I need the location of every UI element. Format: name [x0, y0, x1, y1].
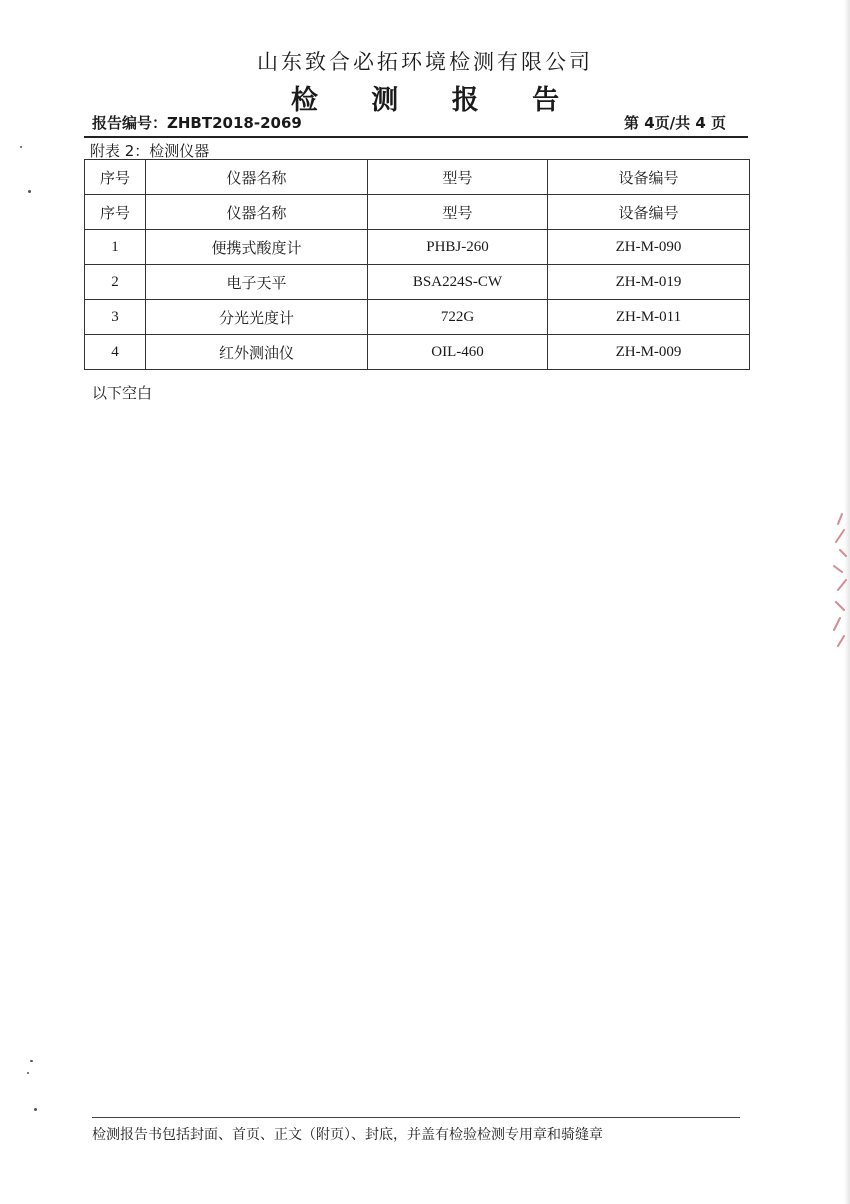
header-divider	[84, 136, 748, 138]
header-cell-model: 型号	[368, 160, 548, 195]
table-row	[85, 335, 750, 370]
header-cell-device-no: 设备编号	[548, 160, 750, 195]
scan-speck	[27, 1072, 29, 1074]
footer-note: 检测报告书包括封面、首页、正文（附页）、封底，并盖有检验检测专用章和骑缝章	[92, 1127, 603, 1143]
cell-device-no: ZH-M-090	[548, 230, 750, 265]
cell-model: 722G	[368, 300, 548, 335]
scan-speck	[20, 146, 22, 148]
blank-below-note: 以下空白	[92, 384, 153, 402]
scan-speck	[28, 190, 31, 193]
report-meta	[92, 112, 726, 134]
header-cell-name: 仪器名称	[146, 160, 368, 195]
table-row	[85, 300, 750, 335]
cell-name: 红外测油仪	[146, 335, 368, 370]
cell-model: PHBJ-260	[368, 230, 548, 265]
table-header-row-repeat	[85, 195, 750, 230]
instrument-table	[84, 159, 750, 370]
report-title: 检 测 报 告	[290, 85, 582, 116]
cell-index: 2	[85, 265, 146, 300]
cell-model: OIL-460	[368, 335, 548, 370]
table-row	[85, 230, 750, 265]
cell-index: 1	[85, 230, 146, 265]
page-indicator: 第 4页/共 4 页	[623, 114, 726, 132]
cell-model: BSA224S-CW	[368, 265, 548, 300]
header-cell-device-no: 设备编号	[548, 195, 750, 230]
footer-divider	[92, 1117, 740, 1118]
scan-speck	[34, 1108, 37, 1111]
cell-device-no: ZH-M-011	[548, 300, 750, 335]
cell-name: 分光光度计	[146, 300, 368, 335]
cell-index: 4	[85, 335, 146, 370]
cell-index: 3	[85, 300, 146, 335]
seal-fragment-icon	[828, 510, 848, 650]
appendix-title: 附表 2：检测仪器	[90, 142, 210, 160]
cell-device-no: ZH-M-019	[548, 265, 750, 300]
header-cell-index: 序号	[85, 160, 146, 195]
header-cell-index: 序号	[85, 195, 146, 230]
cell-device-no: ZH-M-009	[548, 335, 750, 370]
cell-name: 便携式酸度计	[146, 230, 368, 265]
table-row	[85, 265, 750, 300]
scan-speck	[30, 1060, 33, 1062]
table-header-row	[85, 160, 750, 195]
header-cell-name: 仪器名称	[146, 195, 368, 230]
report-number: 报告编号：ZHBT2018-2069	[92, 114, 302, 132]
company-name: 山东致合必拓环境检测有限公司	[257, 50, 593, 74]
cell-name: 电子天平	[146, 265, 368, 300]
header-cell-model: 型号	[368, 195, 548, 230]
